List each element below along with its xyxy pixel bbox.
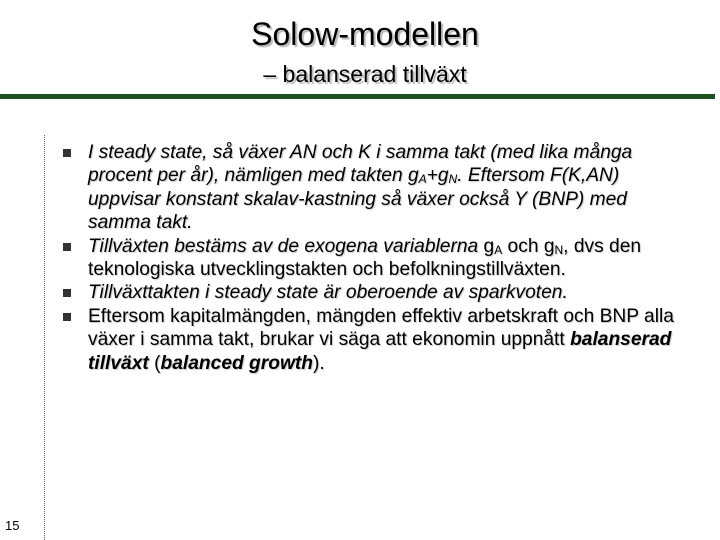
slide-title: Solow-modellen: [251, 16, 479, 52]
square-bullet-icon: [63, 313, 71, 321]
square-bullet-icon: [63, 149, 71, 157]
margin-divider: [44, 135, 45, 540]
bullet-item: [62, 281, 694, 304]
bullet-list: [62, 141, 694, 375]
bullet-item: [62, 235, 694, 282]
bullet-text: och g: [502, 235, 555, 257]
subscript: N: [448, 172, 458, 187]
page-number: 15: [5, 518, 20, 533]
title-rule: [0, 94, 715, 99]
bullet-text: (: [148, 352, 161, 374]
square-bullet-icon: [63, 243, 71, 251]
bullet-text: ).: [312, 352, 325, 374]
bullet-item: [62, 305, 694, 375]
emphasis-text: balanserad tillväxt: [88, 329, 672, 374]
bullet-text: I steady state, så växer AN och K i samma takt (med lika många procent per år), nämligen med takten g: [88, 142, 633, 187]
subscript: A: [494, 242, 503, 257]
bullet-text: g: [483, 235, 495, 257]
bullet-text: , dvs den teknologiska utvecklingstakten och befolkningstillväxten.: [88, 235, 642, 281]
bullet-item: [62, 141, 694, 235]
bullet-text: Tillväxttakten i steady state är oberoende av sparkvoten.: [88, 282, 568, 304]
square-bullet-icon: [63, 289, 71, 297]
emphasis-text: balanced growth: [160, 352, 313, 374]
bullet-text: +g: [426, 165, 449, 187]
slide-subtitle: – balanserad tillväxt: [263, 61, 467, 87]
bullet-text: Tillväxten bestäms av de exogena variablerna: [88, 235, 484, 257]
subscript: A: [418, 172, 427, 187]
bullet-text: . Eftersom F(K,AN) uppvisar konstant skalav-kastning så växer också Y (BNP) med samma takt.: [88, 165, 627, 234]
subscript: N: [554, 242, 564, 257]
bullet-text: Eftersom kapitalmängden, mängden effektiv arbetskraft och BNP alla växer i samma takt, brukar vi säga att ekonomin uppnått: [88, 305, 674, 351]
